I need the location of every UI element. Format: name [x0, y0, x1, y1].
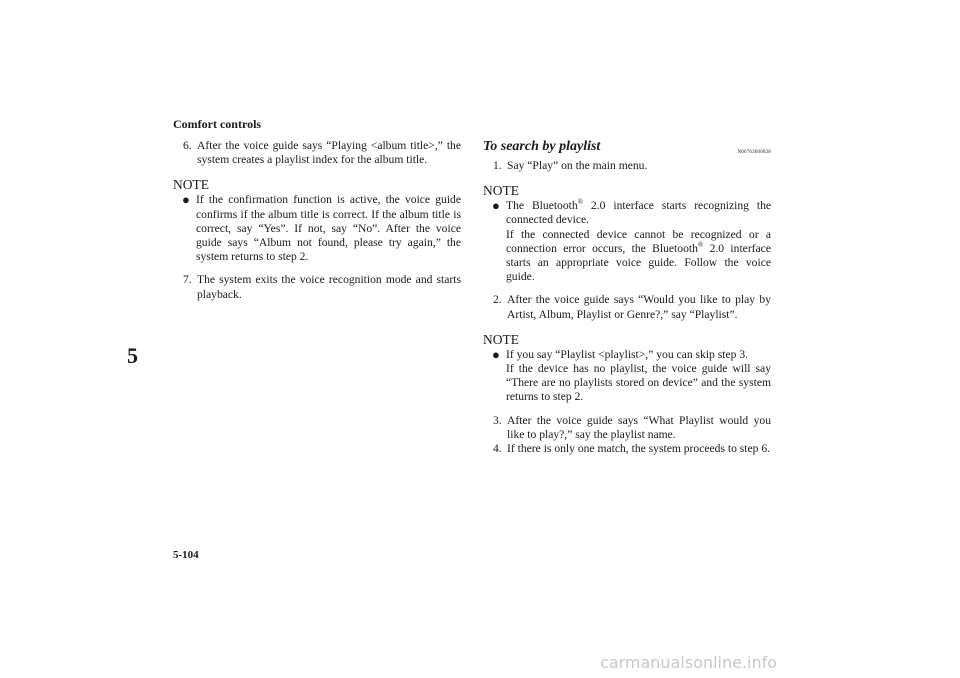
note-title: NOTE [173, 177, 209, 193]
step-text: After the voice guide says “Would you like to play by Artist, Album, Playlist or Genre?,” say “Playlist”. [507, 293, 771, 321]
step-number: 3. [493, 413, 502, 427]
step-2 [483, 293, 771, 321]
left-column [173, 139, 461, 302]
bullet-text-part: If the connected device cannot be recognized or a connection error occurs, the Bluetooth [506, 227, 771, 255]
step-7 [173, 273, 461, 301]
note-title: NOTE [483, 331, 519, 347]
watermark: carmanualsonline.info [600, 653, 778, 672]
step-text: After the voice guide says “Playing <album title>,” the system creates a playlist index for the album title. [197, 139, 461, 167]
page-header: Comfort controls [173, 117, 262, 131]
step-number: 1. [493, 159, 502, 172]
bullet-text [506, 199, 771, 227]
section-title [483, 139, 771, 155]
step-text: If there is only one match, the system proceeds to step 6. [507, 442, 771, 456]
step-number: 2. [493, 293, 502, 307]
section-title-text: To search by playlist [483, 139, 601, 154]
step-text: Say “Play” on the main menu. [507, 159, 648, 172]
registered-mark: ® [697, 240, 704, 249]
registered-mark: ® [577, 198, 584, 207]
bullet-icon: ● [492, 198, 500, 214]
step-text: After the voice guide says “What Playlist would you like to play?,” say the playlist name. [507, 413, 771, 441]
bullet-icon: ● [492, 346, 500, 362]
note-bullet [483, 199, 771, 284]
bullet-icon: ● [182, 192, 190, 208]
page-number: 5-104 [173, 549, 199, 561]
bullet-text: If you say “Playlist <playlist>,” you can skip step 3. [506, 347, 749, 361]
bullet-text: If the device has no playlist, the voice guide will say “There are no playlists stored on device” and the system returns to step 2. [506, 362, 771, 404]
step-number: 6. [183, 139, 192, 152]
bullet-text-part: The Bluetooth [506, 199, 578, 213]
step-4 [483, 442, 771, 456]
step-text: The system exits the voice recognition mode and starts playback. [197, 273, 461, 301]
step-1 [483, 159, 771, 173]
bullet-text-part: 2.0 interface starts recognizing the connected device. [506, 199, 772, 227]
bullet-text [506, 228, 771, 285]
bullet-text: If the confirmation function is active, the voice guide confirms if the album title is correct. If the album title is correct, say “Yes”. If not, say “No”. After the voice guide says “Album not found, please try again,” the system returns to step 2. [196, 193, 461, 264]
note-bullet [173, 193, 461, 264]
note-bullet [483, 348, 771, 405]
step-number: 7. [183, 273, 192, 287]
step-3 [483, 414, 771, 442]
note-title: NOTE [483, 183, 519, 199]
step-number: 4. [493, 442, 502, 456]
chapter-number: 5 [127, 343, 138, 368]
step-6 [173, 139, 461, 167]
right-column [483, 139, 771, 456]
bullet-text-part: 2.0 interface starts an appropriate voice guide. Follow the voice guide. [506, 241, 771, 284]
section-code: N00763600028 [737, 150, 771, 155]
